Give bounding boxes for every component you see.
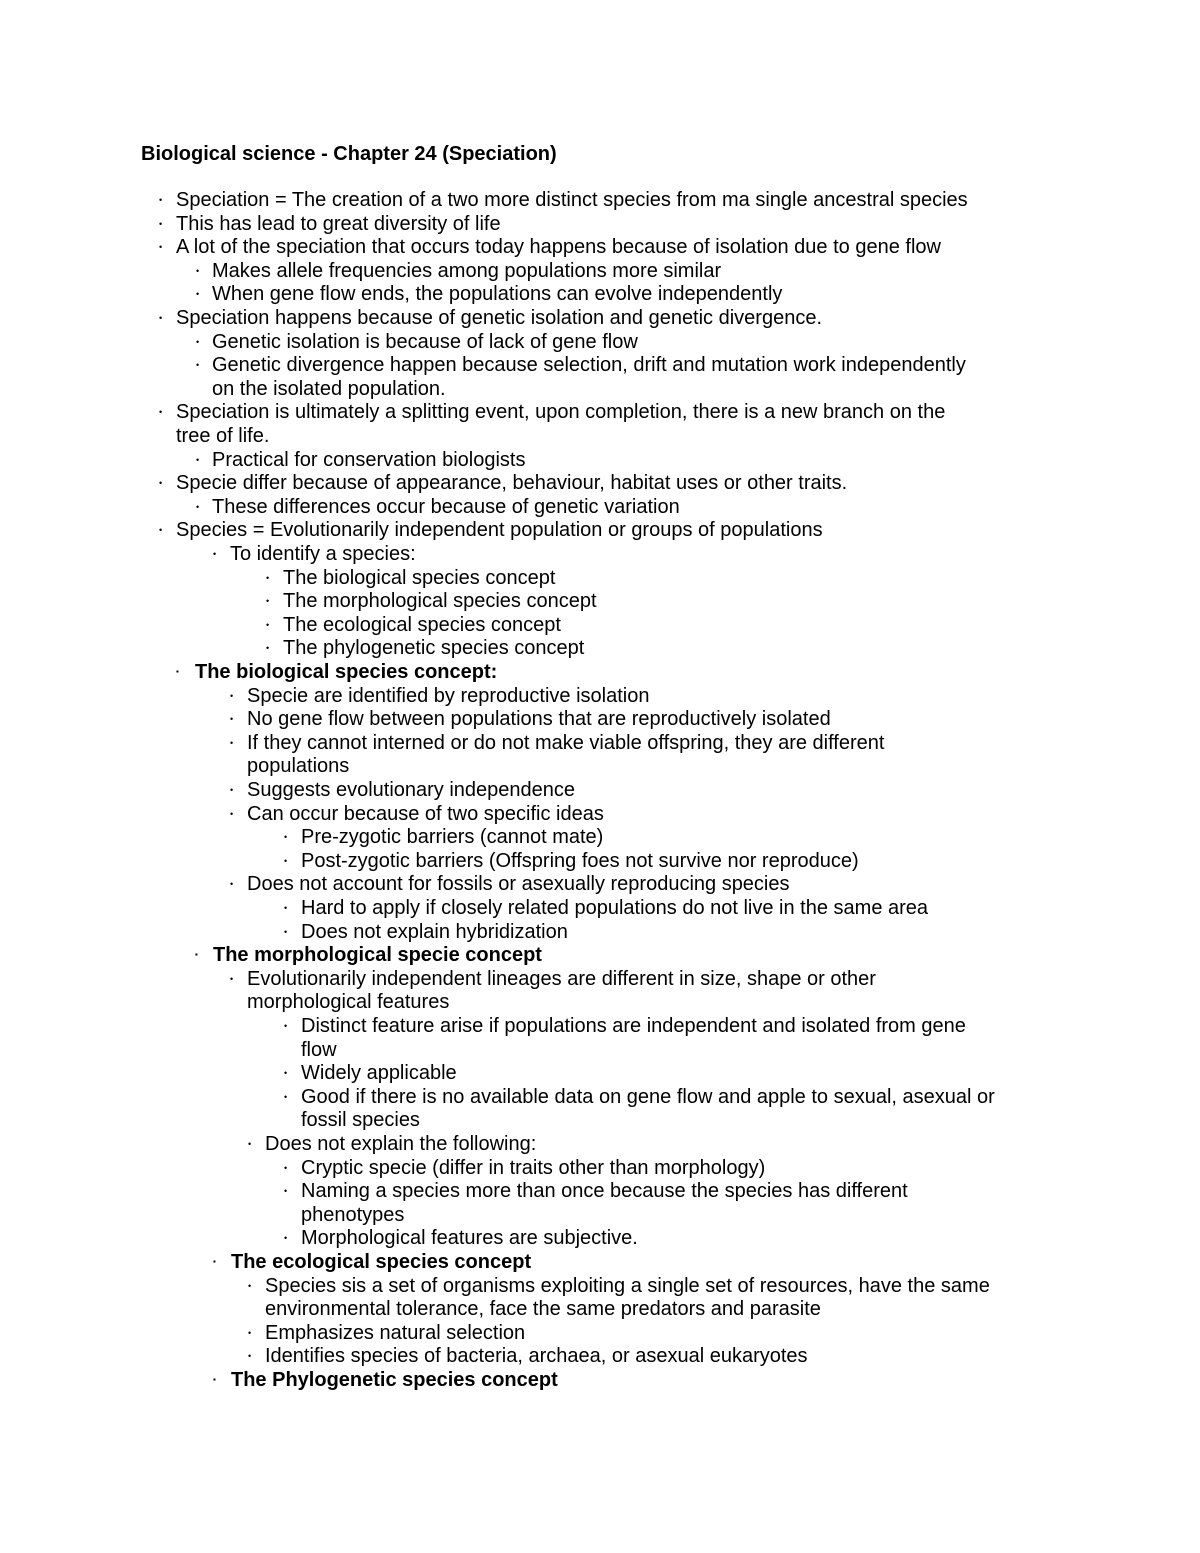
bullet-icon: • — [284, 1068, 288, 1079]
list-item — [196, 330, 638, 354]
bullet-icon: • — [230, 808, 234, 819]
bullet-icon: • — [159, 242, 163, 253]
list-item-text: Naming a species more than once because the species has different — [301, 1180, 908, 1203]
list-item-text: flow — [301, 1038, 337, 1061]
document-title: Biological science - Chapter 24 (Speciation) — [141, 143, 557, 165]
list-item — [284, 849, 859, 873]
bullet-icon: • — [284, 926, 288, 937]
list-item — [212, 377, 446, 401]
section-heading — [195, 943, 542, 967]
list-item — [159, 212, 501, 236]
list-item — [247, 754, 349, 778]
list-item — [265, 1297, 821, 1321]
list-item-text: Makes allele frequencies among populations more similar — [212, 259, 722, 282]
list-item-text: Emphasizes natural selection — [265, 1321, 526, 1344]
list-item — [284, 1085, 995, 1109]
list-item — [284, 896, 929, 920]
list-item — [196, 282, 783, 306]
list-item — [284, 1061, 457, 1085]
bullet-icon: • — [284, 1233, 288, 1244]
list-item — [284, 1179, 908, 1203]
bullet-icon: • — [159, 525, 163, 536]
list-item — [248, 1344, 808, 1368]
list-item-text: Can occur because of two specific ideas — [247, 802, 604, 825]
list-item-text: Does not explain hybridization — [301, 920, 568, 943]
list-item — [248, 1274, 990, 1298]
list-item — [159, 188, 968, 212]
list-item-text: Specie differ because of appearance, behaviour, habitat uses or other traits. — [176, 472, 848, 495]
bullet-icon: • — [230, 973, 234, 984]
bullet-icon: • — [284, 1162, 288, 1173]
list-item — [196, 448, 526, 472]
list-item — [230, 707, 831, 731]
bullet-icon: • — [230, 737, 234, 748]
list-item-text: Morphological features are subjective. — [301, 1227, 638, 1250]
list-item-text: No gene flow between populations that are reproductively isolated — [247, 708, 831, 731]
list-item-text: morphological features — [247, 991, 450, 1014]
list-item-text: Pre-zygotic barriers (cannot mate) — [301, 826, 604, 849]
bullet-icon: • — [284, 1091, 288, 1102]
bullet-icon: • — [266, 643, 270, 654]
list-item — [159, 400, 946, 424]
list-item-text: Cryptic specie (differ in traits other than morphology) — [301, 1156, 766, 1179]
list-item-text: A lot of the speciation that occurs today happens because of isolation due to gene flow — [176, 236, 941, 259]
list-item-text: populations — [247, 755, 350, 778]
list-item — [230, 684, 650, 708]
list-item — [284, 1156, 766, 1180]
list-item — [230, 731, 885, 755]
list-item — [266, 613, 561, 637]
list-item-text: Speciation = The creation of a two more distinct species from ma single ancestral species — [176, 189, 968, 211]
list-item-text: Evolutionarily independent lineages are different in size, shape or other — [247, 967, 876, 990]
list-item-text: Species sis a set of organisms exploiting a single set of resources, have the same — [265, 1274, 990, 1297]
list-item-text: Post-zygotic barriers (Offspring foes not survive nor reproduce) — [301, 849, 859, 872]
list-item-text: Practical for conservation biologists — [212, 448, 526, 471]
bullet-icon: • — [248, 1327, 252, 1338]
bullet-icon: • — [266, 596, 270, 607]
list-item — [301, 1203, 404, 1227]
list-item-text: The Phylogenetic species concept — [231, 1369, 558, 1391]
list-item — [248, 1132, 537, 1156]
bullet-icon: • — [230, 714, 234, 725]
bullet-icon: ▪ — [213, 1257, 216, 1266]
bullet-icon: • — [284, 903, 288, 913]
list-item-text: The biological species concept: — [195, 661, 498, 683]
list-item — [301, 1108, 420, 1132]
list-item — [230, 967, 876, 991]
list-item-text: The morphological specie concept — [213, 944, 542, 967]
bullet-icon: • — [159, 195, 163, 205]
list-item-text: Speciation is ultimately a splitting event, upon completion, there is a new branch on the — [176, 401, 946, 424]
list-item-text: When gene flow ends, the populations can evolve independently — [212, 283, 783, 306]
bullet-icon: • — [159, 313, 163, 323]
bullet-icon: • — [284, 1021, 288, 1031]
bullet-icon: ▪ — [176, 667, 179, 676]
bullet-icon: • — [284, 1186, 288, 1197]
list-item-text: The ecological species concept — [231, 1251, 532, 1273]
list-item-text: Hard to apply if closely related populations do not live in the same area — [301, 897, 929, 919]
list-item — [301, 1038, 337, 1062]
bullet-icon: • — [248, 1351, 252, 1362]
list-item — [159, 471, 848, 495]
list-item-text: Speciation happens because of genetic isolation and genetic divergence. — [176, 307, 823, 329]
list-item — [196, 259, 722, 283]
list-item-text: These differences occur because of genetic variation — [212, 495, 680, 518]
list-item-text: Does not explain the following: — [265, 1133, 537, 1155]
list-item — [284, 1226, 638, 1250]
list-item — [284, 920, 568, 944]
list-item-text: The morphological species concept — [283, 590, 597, 613]
bullet-icon: ▪ — [195, 950, 198, 960]
bullet-icon: • — [196, 336, 200, 347]
list-item-text: Genetic isolation is because of lack of gene flow — [212, 330, 638, 353]
list-item-text: The ecological species concept — [283, 613, 561, 636]
list-item — [230, 802, 604, 826]
list-item — [159, 518, 823, 542]
list-item-text: on the isolated population. — [212, 377, 446, 400]
bullet-icon: • — [284, 855, 288, 866]
bullet-icon: • — [159, 218, 163, 229]
list-item — [266, 566, 556, 590]
list-item-text: Does not account for fossils or asexually reproducing species — [247, 873, 790, 896]
list-item-text: environmental tolerance, face the same predators and parasite — [265, 1298, 821, 1321]
bullet-icon: • — [196, 360, 200, 371]
bullet-icon: • — [213, 549, 217, 559]
bullet-icon: • — [230, 690, 234, 701]
section-heading — [176, 660, 498, 684]
bullet-icon: • — [196, 501, 200, 512]
list-item-text: Identifies species of bacteria, archaea, or asexual eukaryotes — [265, 1345, 808, 1368]
list-item-text: phenotypes — [301, 1203, 405, 1226]
list-item-text: If they cannot interned or do not make viable offspring, they are different — [247, 731, 885, 754]
bullet-icon: ▪ — [213, 1375, 216, 1384]
bullet-icon: • — [196, 454, 200, 465]
list-item-text: Species = Evolutionarily independent population or groups of populations — [176, 519, 823, 542]
list-item-text: The biological species concept — [283, 566, 556, 589]
list-item — [196, 495, 680, 519]
list-item — [247, 990, 449, 1014]
list-item-text: Widely applicable — [301, 1062, 457, 1085]
list-item-text: This has lead to great diversity of life — [176, 212, 501, 235]
list-item-text: tree of life. — [176, 425, 270, 447]
section-heading — [213, 1250, 532, 1274]
list-item — [230, 778, 576, 802]
bullet-icon: • — [230, 785, 234, 795]
list-item — [248, 1321, 526, 1345]
list-item-text: fossil species — [301, 1109, 420, 1132]
list-item — [176, 424, 269, 448]
list-item-text: Genetic divergence happen because selection, drift and mutation work independently — [212, 354, 966, 377]
list-item — [213, 542, 416, 566]
bullet-icon: • — [266, 572, 270, 583]
list-item-text: Good if there is no available data on gene flow and apple to sexual, asexual or — [301, 1085, 995, 1108]
bullet-icon: • — [230, 879, 234, 890]
bullet-icon: • — [248, 1139, 252, 1149]
bullet-icon: • — [266, 619, 270, 630]
bullet-icon: • — [159, 407, 163, 418]
list-item-text: The phylogenetic species concept — [283, 637, 585, 660]
list-item — [284, 825, 604, 849]
list-item-text: Specie are identified by reproductive isolation — [247, 684, 650, 707]
list-item — [284, 1014, 966, 1038]
bullet-icon: • — [159, 478, 163, 489]
list-item — [266, 589, 597, 613]
list-item — [266, 636, 585, 660]
list-item — [159, 235, 941, 259]
list-item-text: Suggests evolutionary independence — [247, 779, 576, 801]
list-item — [159, 306, 823, 330]
list-item — [230, 872, 790, 896]
bullet-icon: • — [196, 289, 200, 300]
list-item-text: To identify a species: — [230, 543, 416, 565]
list-item-text: Distinct feature arise if populations are independent and isolated from gene — [301, 1015, 966, 1037]
bullet-icon: • — [248, 1280, 252, 1291]
section-heading — [213, 1368, 558, 1392]
bullet-icon: • — [284, 832, 288, 843]
list-item — [196, 353, 966, 377]
bullet-icon: • — [196, 265, 200, 276]
